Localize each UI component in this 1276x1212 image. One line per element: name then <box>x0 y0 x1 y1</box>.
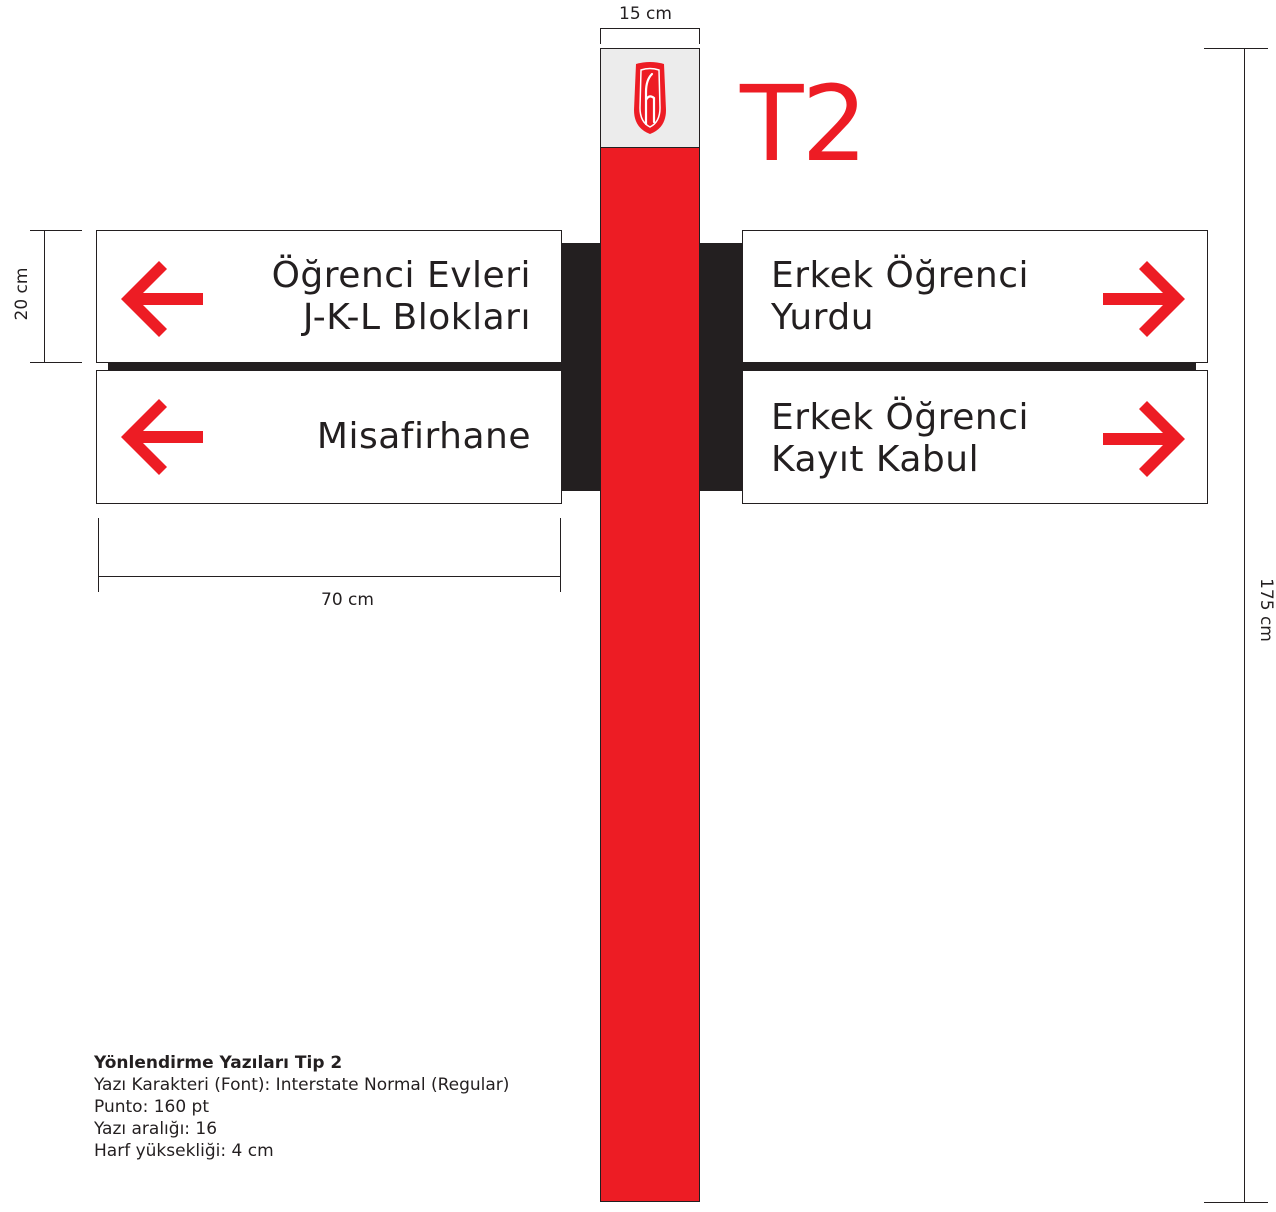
pole-width-dim-tick-right <box>699 28 700 44</box>
sign-right-bottom <box>742 370 1208 504</box>
total-height-dim-tick-bottom <box>1204 1202 1268 1203</box>
sign-right-bottom-line1: Erkek Öğrenci <box>771 397 1030 438</box>
sign-height-dim-line <box>44 230 45 363</box>
total-height-label: 175 cm <box>1256 578 1276 642</box>
spec-title: Yönlendirme Yazıları Tip 2 <box>94 1053 343 1073</box>
sign-width-dim-tick-left <box>98 518 99 592</box>
pole-width-dim-tick-left <box>600 28 601 44</box>
sign-left-top-line1: Öğrenci Evleri <box>271 255 531 296</box>
spec-spacing: Yazı aralığı: 16 <box>94 1119 218 1139</box>
total-height-dim-tick-top <box>1204 48 1268 49</box>
spec-block <box>94 1052 509 1162</box>
sign-right-bottom-line2: Kayıt Kabul <box>771 439 980 480</box>
sign-width-dim-tick-right <box>560 518 561 592</box>
spec-size: Punto: 160 pt <box>94 1097 210 1117</box>
right-arrow-icon <box>1099 399 1189 479</box>
sign-height-label: 20 cm <box>12 267 32 321</box>
sign-left-bottom <box>96 370 562 504</box>
right-bracket <box>700 243 744 491</box>
sign-left-top-line2: J-K-L Blokları <box>302 297 531 338</box>
sign-pole <box>600 48 700 1202</box>
total-height-dim-line <box>1244 48 1245 1203</box>
right-arrow-icon <box>1099 259 1189 339</box>
left-bracket <box>560 243 601 491</box>
sign-right-top <box>742 230 1208 363</box>
pole-cap <box>600 48 700 148</box>
sign-width-dim-line <box>98 576 561 577</box>
pole-width-dim-line <box>600 28 700 29</box>
sign-width-label: 70 cm <box>321 590 374 610</box>
sign-left-bottom-line1: Misafirhane <box>316 416 531 457</box>
pole-width-label: 15 cm <box>619 4 672 24</box>
sign-height-dim-tick-bottom <box>30 362 82 363</box>
spec-letter-height: Harf yüksekliği: 4 cm <box>94 1141 274 1161</box>
sign-right-top-line1: Erkek Öğrenci <box>771 255 1030 296</box>
spec-font: Yazı Karakteri (Font): Interstate Normal (Regular) <box>94 1075 510 1095</box>
sign-height-dim-tick-top <box>30 230 82 231</box>
left-arrow-icon <box>117 259 207 339</box>
sign-type-label: T2 <box>740 63 866 185</box>
sign-right-top-line2: Yurdu <box>771 297 875 338</box>
sign-left-top <box>96 230 562 363</box>
left-arrow-icon <box>117 397 207 477</box>
university-logo-icon <box>600 48 700 148</box>
